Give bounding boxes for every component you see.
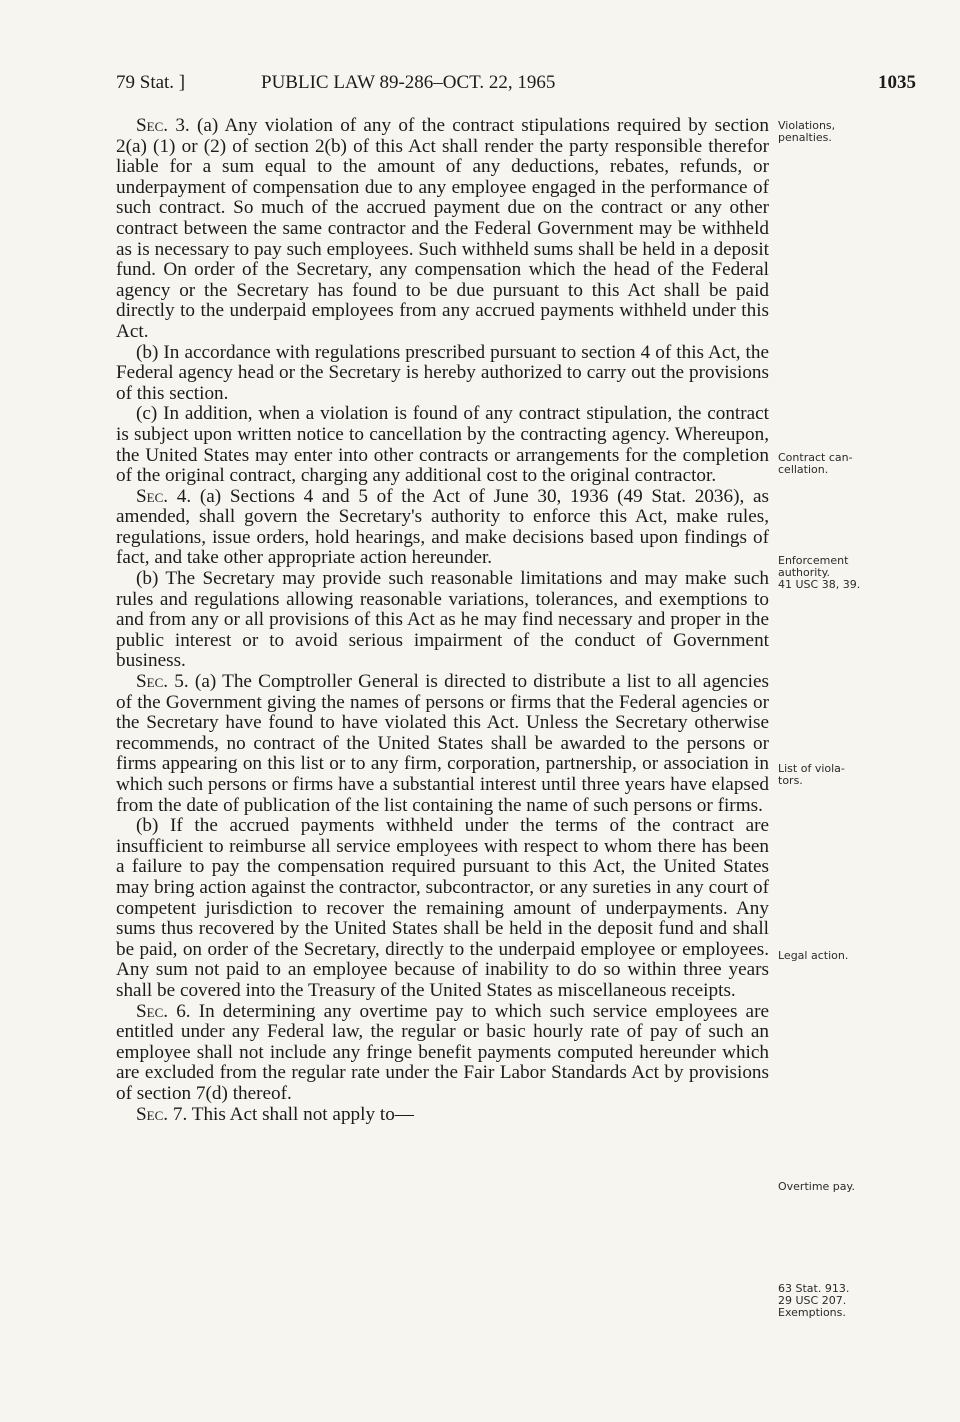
paragraph-text: (b) If the accrued payments withheld under the terms of the contract are insufficient to reimburse all service employees with respect to whom there has been a failure to pay the compensation required pursuant to this Act, the United States may bring action against the contractor, subcontractor, or any sureties in any court of competent jurisdiction to recover the remaining amount of underpayments. Any sums thus recovered by the United States shall be held in the deposit fund and shall be paid, on order of the Secretary, directly to the underpaid employee or employees. Any sum not paid to an employee because of inability to do so within three years shall be covered into the Treasury of the United States as miscellaneous receipts. [116, 815, 769, 1001]
margin-note-line: Violations, [778, 119, 836, 132]
margin-note-cancellation [778, 452, 938, 476]
paragraph-sec3a [116, 116, 769, 343]
paragraph-text: (a) The Comptroller General is directed to distribute a list to all agencies of the Government giving the names of persons or firms that the Federal agencies or the Secretary have found to have violated this Act. Unless the Secretary otherwise recommends, no contract of the United States shall be awarded to the persons or firms appearing on this list or to any firm, corporation, partnership, or association in which such persons or firms have a substantial interest until three years have elapsed from the date of publication of the list containing the name of such persons or firms. [116, 671, 769, 816]
section-label: Sec. 7. [136, 1103, 188, 1125]
margin-note-line: Contract can- [778, 451, 853, 464]
margin-note-overtime [778, 1181, 938, 1193]
paragraph-sec5a [116, 672, 769, 816]
statute-text [116, 116, 769, 1125]
margin-note-exemptions [778, 1283, 938, 1319]
volume-reference: 79 Stat. ] [116, 72, 186, 93]
section-label: Sec. 5. [136, 671, 189, 693]
paragraph-text: (a) Sections 4 and 5 of the Act of June 30, 1936 (49 Stat. 2036), as amended, shall govern the Secretary's authority to enforce this Act, make rules, regulations, issue orders, hold hearings, and make decisions based upon findings of fact, and take other appropriate action hereunder. [116, 485, 769, 569]
paragraph-text: (a) Any violation of any of the contract stipulations required by section 2(a) (1) or (2) of section 2(b) of this Act shall render the party responsible therefor liable for a sum equal to the amount of any deductions, rebates, refunds, or underpayment of compensation due to any employee engaged in the performance of such contract. So much of the accrued payment due on the contract or any other contract between the same contractor and the Federal Government may be withheld as is necessary to pay such employees. Such withheld sums shall be held in a deposit fund. On order of the Secretary, any compensation which the head of the Federal agency or the Secretary has found to be due pursuant to this Act shall be paid directly to the underpaid employees from any accrued payments withheld under this Act. [116, 115, 769, 342]
margin-note-line: cellation. [778, 463, 829, 476]
paragraph-text: In determining any overtime pay to which such service employees are entitled under any Federal law, the regular or basic hourly rate of pay of such an employee shall not include any fringe benefit payments computed hereunder which are excluded from the regular rate under the Fair Labor Standards Act by provisions of section 7(d) thereof. [116, 1000, 769, 1104]
margin-note-line: Exemptions. [778, 1306, 846, 1319]
running-title: PUBLIC LAW 89-286–OCT. 22, 1965 [261, 72, 556, 93]
paragraph-sec7 [116, 1105, 769, 1126]
margin-note-enforcement [778, 555, 938, 591]
page-header [116, 72, 916, 100]
paragraph-text: (b) In accordance with regulations prescribed pursuant to section 4 of this Act, the Federal agency head or the Secretary is hereby authorized to carry out the provisions of this section. [116, 341, 769, 404]
page-number: 1035 [878, 72, 916, 93]
margin-note-line: authority. [778, 566, 831, 579]
margin-note-line: Enforcement [778, 554, 849, 567]
margin-note-legal-action [778, 950, 938, 962]
margin-note-line: 29 USC 207. [778, 1294, 847, 1307]
section-label: Sec. 3. [136, 115, 190, 136]
paragraph-sec6 [116, 1002, 769, 1105]
paragraph-text: (c) In addition, when a violation is found of any contract stipulation, the contract is subject upon written notice to cancellation by the contracting agency. Whereupon, the United States may enter into other contracts or arrangements for the completion of the original contract, charging any additional cost to the original contractor. [116, 403, 769, 487]
margin-note-line: Overtime pay. [778, 1180, 855, 1193]
margin-note-list [778, 763, 938, 787]
margin-note-line: Legal action. [778, 949, 849, 962]
paragraph-sec4b [116, 569, 769, 672]
paragraph-sec4a [116, 487, 769, 569]
paragraph-sec3c [116, 404, 769, 486]
paragraph-text: This Act shall not apply to— [187, 1103, 414, 1125]
paragraph-sec5b [116, 816, 769, 1001]
margin-note-violations [778, 120, 938, 144]
section-label: Sec. 6. [136, 1000, 191, 1022]
paragraph-sec3b [116, 343, 769, 405]
margin-note-line: 63 Stat. 913. [778, 1282, 850, 1295]
paragraph-text: (b) The Secretary may provide such reasonable limitations and may make such rules and regulations allowing reasonable variations, tolerances, and exemptions to and from any or all provisions of this Act as he may find necessary and proper in the public interest or to avoid serious impairment of the conduct of Government business. [116, 568, 769, 672]
margin-note-line: List of viola- [778, 762, 845, 775]
margin-note-line: 41 USC 38, 39. [778, 578, 861, 591]
margin-note-line: penalties. [778, 131, 832, 144]
section-label: Sec. 4. [136, 485, 192, 507]
margin-note-line: tors. [778, 774, 803, 787]
